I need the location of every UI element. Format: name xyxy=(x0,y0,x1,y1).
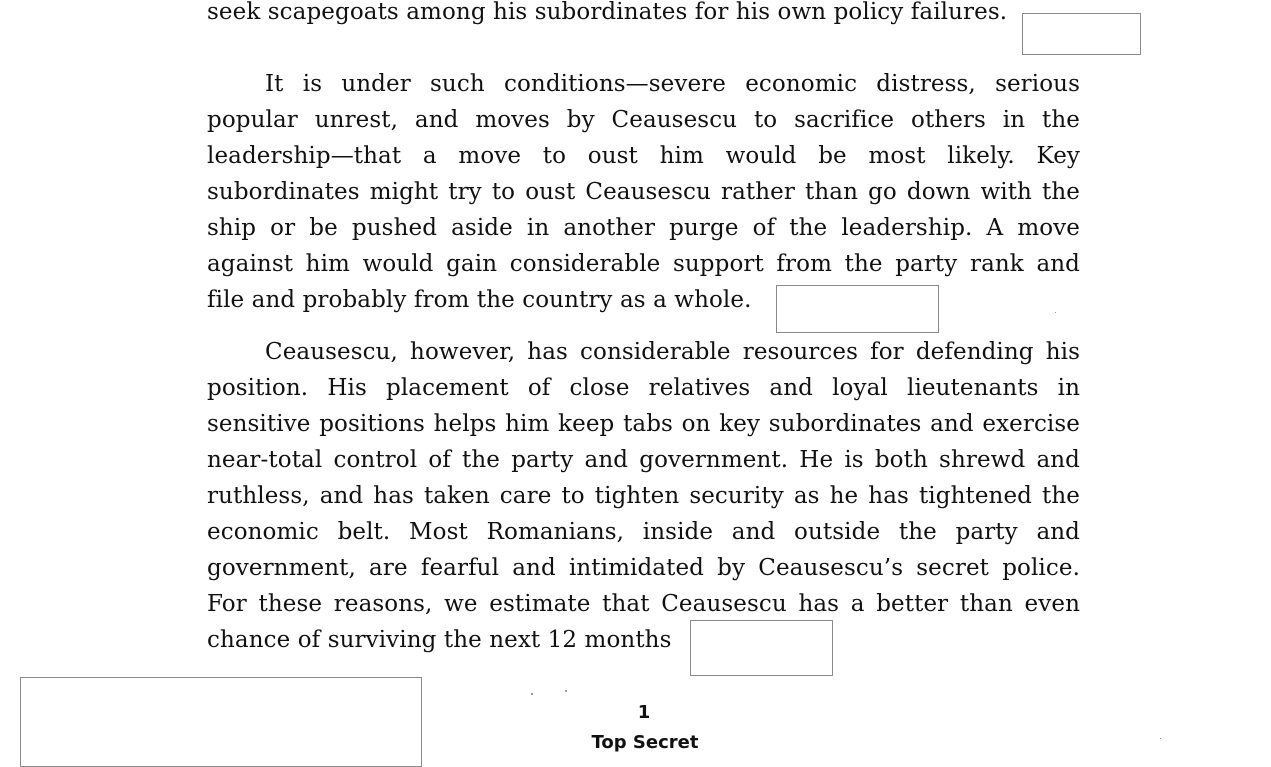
paragraph-line: ship or be pushed aside in another purge of the leadership. A move xyxy=(207,215,1080,241)
classification-marking: Top Secret xyxy=(591,732,699,753)
paragraph-line: It is under such conditions—severe economic distress, serious xyxy=(265,71,1080,97)
scan-speck xyxy=(565,690,567,692)
paragraph-line: ruthless, and has taken care to tighten security as he has tightened the xyxy=(207,483,1080,509)
scan-speck xyxy=(531,693,533,695)
paragraph-line: government, are fearful and intimidated by Ceausescu’s secret police. xyxy=(207,555,1080,581)
paragraph-3 xyxy=(207,334,1080,658)
paragraph-line: near-total control of the party and government. He is both shrewd and xyxy=(207,447,1080,473)
paragraph-line: economic belt. Most Romanians, inside and outside the party and xyxy=(207,519,1080,545)
paragraph-line: popular unrest, and moves by Ceausescu to sacrifice others in the xyxy=(207,107,1080,133)
redaction-box xyxy=(1022,13,1141,55)
redaction-box-large xyxy=(20,677,422,767)
paragraph-line: Ceausescu, however, has considerable resources for defending his xyxy=(265,339,1080,365)
paragraph-line: For these reasons, we estimate that Ceausescu has a better than even xyxy=(207,591,1080,617)
paragraph-line: chance of surviving the next 12 months xyxy=(207,627,672,653)
paragraph-1-tail xyxy=(207,0,1080,28)
paragraph-1-last-line: seek scapegoats among his subordinates for his own policy failures. xyxy=(207,0,1008,25)
paragraph-line: sensitive positions helps him keep tabs on key subordinates and exercise xyxy=(207,411,1080,437)
paragraph-line: position. His placement of close relatives and loyal lieutenants in xyxy=(207,375,1080,401)
paragraph-2 xyxy=(207,66,1080,318)
paragraph-line: subordinates might try to oust Ceausescu rather than go down with the xyxy=(207,179,1080,205)
redaction-box xyxy=(690,620,833,676)
page-number: 1 xyxy=(637,702,651,723)
scan-speck xyxy=(1055,312,1056,313)
redaction-box xyxy=(776,285,939,333)
paragraph-line: file and probably from the country as a whole. xyxy=(207,287,752,313)
paragraph-line: leadership—that a move to oust him would be most likely. Key xyxy=(207,143,1080,169)
scan-speck xyxy=(1160,738,1161,739)
paragraph-line: against him would gain considerable support from the party rank and xyxy=(207,251,1080,277)
